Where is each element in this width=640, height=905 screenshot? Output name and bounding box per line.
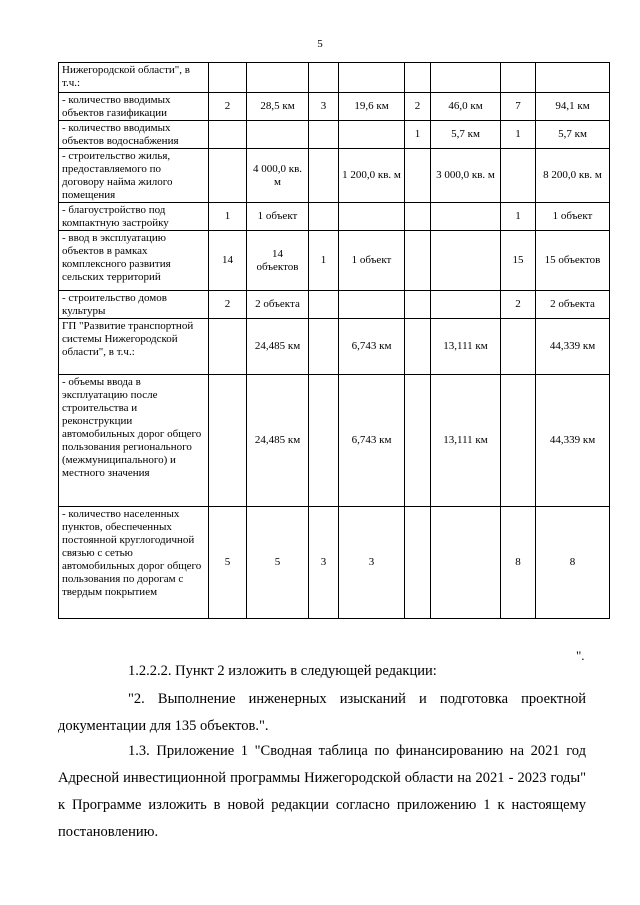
table-cell: 2 объекта [536,291,610,319]
table-cell [339,121,405,149]
table-cell: 1 [405,121,431,149]
table-cell: 44,339 км [536,319,610,375]
closing-quote: ". [576,648,585,663]
table-cell: 24,485 км [247,375,309,507]
table-cell: 7 [501,93,536,121]
table-cell: 24,485 км [247,319,309,375]
table-cell [309,121,339,149]
table-cell: 5 [209,507,247,619]
table-cell [405,63,431,93]
row-label: - количество вводимых объектов водоснабжения [59,121,209,149]
row-label: - количество населенных пунктов, обеспеченных постоянной круглогодичной связью с сетью автомобильных дорог общего пользования по дорогам с твердым покрытием [59,507,209,619]
row-label: ГП "Развитие транспортной системы Нижегородской области", в т.ч.: [59,319,209,375]
table-cell: 3 [339,507,405,619]
row-label: - благоустройство под компактную застройку [59,203,209,231]
table-cell: 1 [501,203,536,231]
table-cell: 13,111 км [431,375,501,507]
row-label: - объемы ввода в эксплуатацию после строительства и реконструкции автомобильных дорог общего пользования регионального (межмуниципального) и местного значения [59,375,209,507]
table-cell: 3 [309,93,339,121]
table-cell: 2 объекта [247,291,309,319]
table-cell: 8 200,0 кв. м [536,149,610,203]
table-cell: 46,0 км [431,93,501,121]
table-cell [309,203,339,231]
table-cell: 15 [501,231,536,291]
table-cell [431,291,501,319]
table-cell [431,203,501,231]
table-cell [405,203,431,231]
table-cell: 94,1 км [536,93,610,121]
table-cell [536,63,610,93]
table-cell [339,203,405,231]
table-cell [247,121,309,149]
table-cell: 2 [405,93,431,121]
table-cell [209,121,247,149]
table-cell [209,375,247,507]
table-cell: 5,7 км [431,121,501,149]
table-cell: 19,6 км [339,93,405,121]
table-cell [501,319,536,375]
table-cell [247,63,309,93]
table-row [59,507,610,619]
table-cell [405,149,431,203]
table-cell [339,63,405,93]
row-label: - количество вводимых объектов газификации [59,93,209,121]
table-cell [209,319,247,375]
table-cell [431,231,501,291]
table-cell: 2 [209,291,247,319]
table-cell [309,291,339,319]
table-row [59,291,610,319]
table-cell [309,149,339,203]
table-cell: 3 000,0 кв. м [431,149,501,203]
paragraph-1-3: 1.3. Приложение 1 "Сводная таблица по финансированию на 2021 год Адресной инвестиционной программы Нижегородской области на 2021 - 2023 годы" к Программе изложить в новой редакции согласно приложению 1 к настоящему постановлению. [58,743,586,840]
table-cell [405,231,431,291]
table-cell: 15 объектов [536,231,610,291]
table-cell: 1 200,0 кв. м [339,149,405,203]
table-cell [309,63,339,93]
table-cell: 8 [501,507,536,619]
table-cell [431,507,501,619]
program-indicators-table [58,62,610,619]
table-cell [405,507,431,619]
table-row [59,203,610,231]
table-cell: 1 [309,231,339,291]
table-cell [309,319,339,375]
table-cell: 3 [309,507,339,619]
table-cell: 14 [209,231,247,291]
table-cell: 4 000,0 кв. м [247,149,309,203]
table-cell: 1 [209,203,247,231]
table-row [59,375,610,507]
table-cell [209,63,247,93]
table-row [59,63,610,93]
table-cell: 13,111 км [431,319,501,375]
table-cell: 2 [501,291,536,319]
table-row [59,121,610,149]
table-cell: 1 объект [536,203,610,231]
table-row [59,231,610,291]
table-cell: 6,743 км [339,319,405,375]
table-cell: 6,743 км [339,375,405,507]
table-cell: 1 объект [247,203,309,231]
table-row [59,149,610,203]
table-cell [405,319,431,375]
table-cell: 44,339 км [536,375,610,507]
table-cell: 1 объект [339,231,405,291]
page-number: 5 [317,38,323,50]
table-cell [209,149,247,203]
table-cell: 14 объектов [247,231,309,291]
table-cell: 5 [247,507,309,619]
table-cell [405,375,431,507]
table-cell [405,291,431,319]
table-cell: 5,7 км [536,121,610,149]
table-cell: 28,5 км [247,93,309,121]
table-cell [309,375,339,507]
row-label: - строительство домов культуры [59,291,209,319]
table-cell [431,63,501,93]
table-cell [501,149,536,203]
table-row [59,93,610,121]
table-cell: 2 [209,93,247,121]
row-label: - ввод в эксплуатацию объектов в рамках комплексного развития сельских территорий [59,231,209,291]
paragraph-1-2-2-2: 1.2.2.2. Пункт 2 изложить в следующей редакции: [128,663,437,679]
table-cell: 8 [536,507,610,619]
table-cell [501,63,536,93]
table-cell: 1 [501,121,536,149]
table-cell [339,291,405,319]
paragraph-item-2: "2. Выполнение инженерных изысканий и подготовка проектной документации для 135 объектов.". [58,691,586,734]
table-cell [501,375,536,507]
row-label: Нижегородской области", в т.ч.: [59,63,209,93]
row-label: - строительство жилья, предоставляемого по договору найма жилого помещения [59,149,209,203]
table-row [59,319,610,375]
